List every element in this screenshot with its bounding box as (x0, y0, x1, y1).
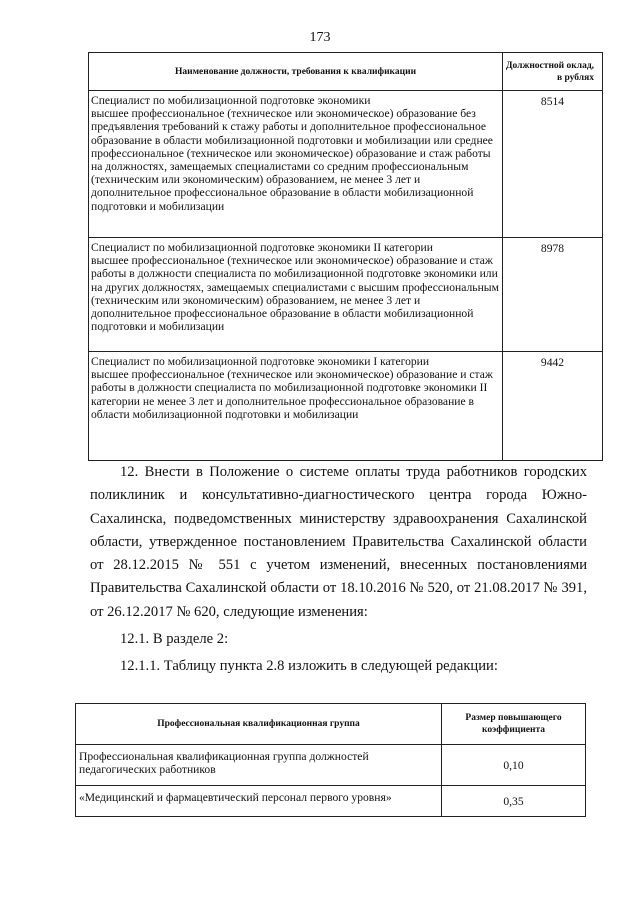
amendment-text (90, 461, 587, 679)
position-requirements: высшее профессиональное (техническое или экономическое) образование без предъявления требований к стажу работы и дополнительное профессиональное образование в области мобилизационной подготовки и мобилизации или среднее профессиональное (техническое или экономическое) образование и стаж работы на должностях, замещаемых специалистами со средним профессиональным (техническим или экономическим) образованием, не менее 3 лет и дополнительное профессиональное образование в области мобилизационной подготовки и мобилизации (91, 107, 493, 213)
position-cell (89, 91, 503, 238)
paragraph-12-1-1: 12.1.1. Таблицу пункта 2.8 изложить в следующей редакции: (120, 658, 498, 675)
coefficient-table (75, 703, 586, 817)
table-row (76, 786, 586, 817)
group-cell: «Медицинский и фармацевтический персонал первого уровня» (76, 786, 442, 817)
position-requirements: высшее профессиональное (техническое или экономическое) образование и стаж работы в должности специалиста по мобилизационной подготовке экономики II категории не менее 3 лет и дополнительное профессиональное образование в области мобилизационной подготовки и мобилизации (91, 368, 493, 421)
paragraph-12: 12. Внести в Положение о системе оплаты труда работников городских поликлиник и консультативно-диагностического центра города Южно-Сахалинска, подведомственных министерству здравоохранения Сахалинской области, утвержденное постановлением Правительства Сахалинской области от 28.12.2015 № 551 с учетом изменений, внесенных постановлениями Правительства Сахалинской области от 18.10.2016 № 520, от 21.08.2017 № 391, от 26.12.2017 № 620, следующие изменения: (90, 464, 587, 620)
position-title: Специалист по мобилизационной подготовке экономики (91, 94, 371, 107)
header-salary: Должностной оклад, в рублях (503, 53, 603, 91)
table-header-row (89, 53, 603, 91)
salary-cell: 9442 (503, 352, 603, 461)
salary-cell: 8514 (503, 91, 603, 238)
coefficient-cell: 0,35 (442, 786, 586, 817)
position-title: Специалист по мобилизационной подготовке экономики II категории (91, 241, 433, 254)
salary-cell: 8978 (503, 238, 603, 352)
positions-salary-table (88, 52, 603, 461)
page-number: 173 (309, 30, 331, 45)
paragraph-12-1: 12.1. В разделе 2: (120, 631, 229, 648)
table-row (76, 745, 586, 786)
header-group: Профессиональная квалификационная группа (76, 704, 442, 745)
position-title: Специалист по мобилизационной подготовке экономики I категории (91, 355, 430, 368)
table-header-row (76, 704, 586, 745)
group-cell: Профессиональная квалификационная группа должностей педагогических работников (76, 745, 442, 786)
coefficient-cell: 0,10 (442, 745, 586, 786)
table-row (89, 352, 603, 461)
table-row (89, 238, 603, 352)
position-cell (89, 352, 503, 461)
table-row (89, 91, 603, 238)
position-cell (89, 238, 503, 352)
header-coefficient: Размер повышающего коэффициента (442, 704, 586, 745)
position-requirements: высшее профессиональное (техническое или экономическое) образование и стаж работы в должности специалиста по мобилизационной подготовке экономики или на других должностях, замещаемых специалистами с высшим профессиональным (техническим или экономическим) образованием, не менее 3 лет и дополнительное профессиональное образование в области мобилизационной подготовки и мобилизации (91, 254, 499, 334)
header-position: Наименование должности, требования к квалификации (89, 53, 503, 91)
